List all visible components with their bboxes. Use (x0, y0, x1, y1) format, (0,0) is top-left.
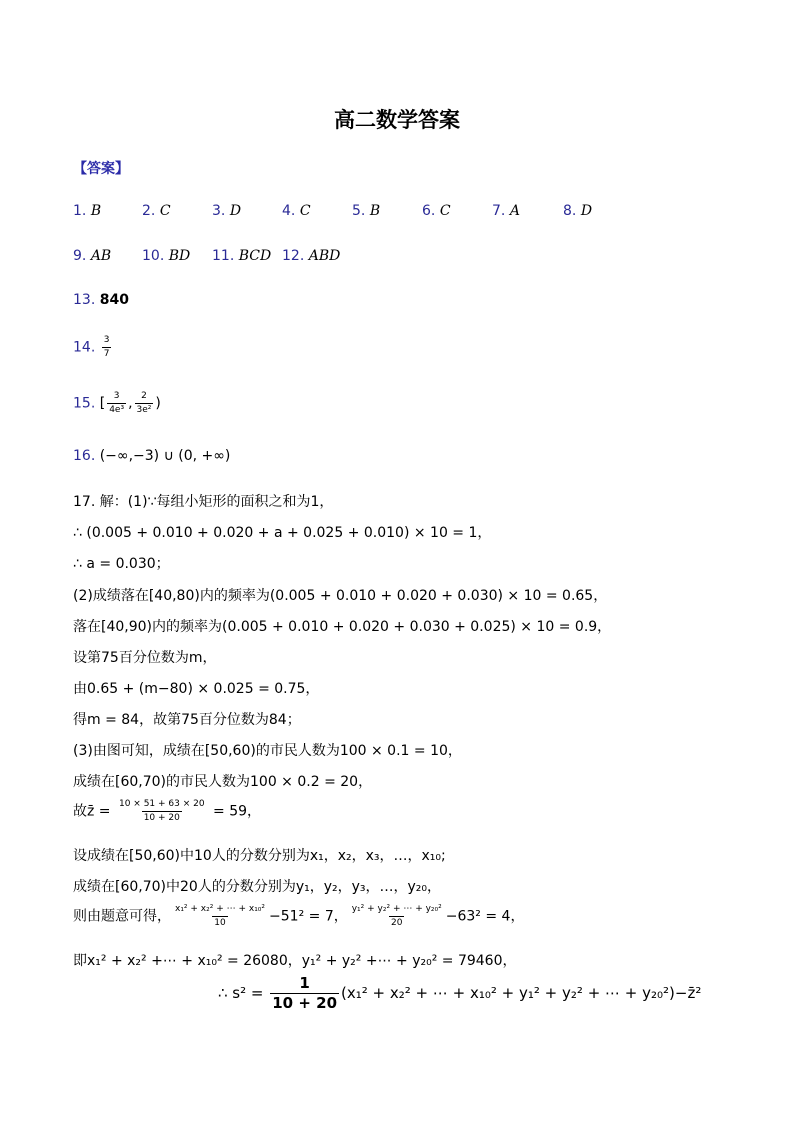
choice-answer: 8. D (563, 203, 593, 219)
choice-answer: 3. D (212, 203, 242, 219)
fraction: $\frac{3}{\text{4e³}}$ (109, 391, 125, 415)
solution-line: 落在[40,90)内的频率为(0.005 + 0.010 + 0.020 + 0.030 + 0.025) × 10 = 0.9， (73, 619, 612, 635)
fraction: $\frac{\text{y₁² + y₂² + ⋯ + y₂₀²}}{20}$ (351, 904, 442, 928)
solution-line: 成绩在[60,70)中20人的分数分别为y₁，y₂，y₃，…，y₂₀， (73, 879, 442, 895)
solution-line: 由0.65 + (m−80) × 0.025 = 0.75， (73, 681, 320, 697)
fraction: $\frac{3}{7}$ (103, 335, 110, 359)
solution-line: 得m = 84，故第75百分位数为84； (73, 712, 301, 728)
choice-answer: 10. BD (142, 248, 191, 264)
answer-15: 15. [ $\frac{3}{\text{4e³}}$ , $\frac{2}{\text{3e²}}$ ) (73, 391, 161, 415)
choice-answer: 1. B (73, 203, 102, 219)
solution-line: 设成绩在[50,60)中10人的分数分别为x₁，x₂，x₃，…，x₁₀; (73, 848, 446, 864)
fraction: $\frac{1}{10 + 20}$ (272, 974, 338, 1012)
choice-answer: 7. A (492, 203, 520, 219)
answer-section-tag: 【答案】 (73, 161, 129, 177)
choice-answer: 9. AB (73, 248, 112, 264)
answer-14: 14. $\frac{3}{7}$ (73, 335, 110, 359)
choice-answer: 12. ABD (282, 248, 341, 264)
choice-answer: 4. C (282, 203, 311, 219)
choice-answer: 11. BCD (212, 248, 272, 264)
choice-answer: 6. C (422, 203, 451, 219)
fraction: $\frac{2}{\text{3e²}}$ (136, 391, 152, 415)
solution-line: (3)由图可知，成绩在[50,60)的市民人数为100 × 0.1 = 10， (73, 743, 462, 759)
solution-line: (2)成绩落在[40,80)内的频率为(0.005 + 0.010 + 0.020 + 0.030) × 10 = 0.65， (73, 588, 608, 604)
page-title: 高二数学答案 (334, 107, 460, 132)
choice-answer: 2. C (142, 203, 171, 219)
solution-line: ∴ a = 0.030； (73, 556, 170, 572)
solution-line: 即x₁² + x₂² +⋯ + x₁₀² = 26080，y₁² + y₂² +⋯ + y₂₀² = 79460， (73, 953, 517, 969)
solution-line: ∴ (0.005 + 0.010 + 0.020 + a + 0.025 + 0.010) × 10 = 1， (73, 525, 492, 541)
solution-line: 成绩在[60,70)的市民人数为100 × 0.2 = 20， (73, 774, 373, 790)
solution-line: 设第75百分位数为m， (73, 650, 217, 666)
solution-line-variance-conditions: 则由题意可得， $\frac{\text{x₁² + x₂² + ⋯ + x₁₀²}}{10}$ −51² = 7， $\frac{\text{y₁² + y₂² + ⋯ + y₂₀²}}{20}$ −63² = 4， (73, 904, 525, 928)
fraction: $\frac{\text{x₁² + x₂² + ⋯ + x₁₀²}}{10}$ (175, 904, 266, 928)
solution-line-mean: 故z̄ = $\frac{10 \times 51 + 63 \times 20}{10 + 20}$ = 59， (73, 799, 262, 823)
choice-answer: 5. B (352, 203, 381, 219)
answer-16: 16. (−∞,−3) ∪ (0, +∞) (73, 448, 231, 464)
answer-13: 13. 840 (73, 292, 129, 308)
solution-line-variance: ∴ s² = $\frac{1}{10 + 20}$ (x₁² + x₂² + ⋯ + x₁₀² + y₁² + y₂² + ⋯ + y₂₀²)−z̄² (218, 974, 702, 1012)
solution-line: 17. 解：(1)∵每组小矩形的面积之和为1， (73, 494, 334, 510)
fraction: $\frac{10 \times 51 + 63 \times 20}{10 + 20}$ (118, 799, 205, 823)
